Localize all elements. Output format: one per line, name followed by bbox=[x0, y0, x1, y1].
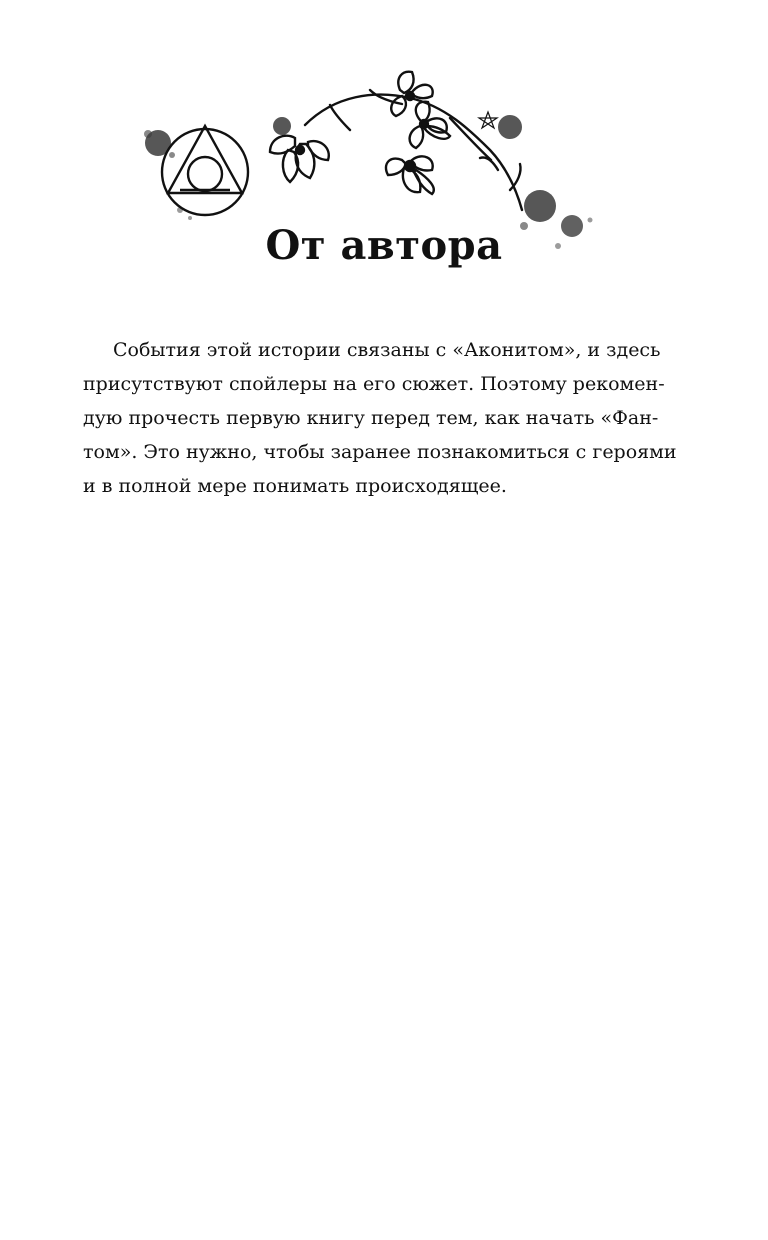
alchemy-circle-triangle-icon bbox=[162, 126, 248, 215]
paragraph-line: и в полной мере понимать происходящее. bbox=[83, 475, 507, 497]
paragraph-line: События этой истории связаны с «Аконитом», и здесь bbox=[113, 339, 661, 361]
paragraph-line: том». Это нужно, чтобы заранее познакомиться с героями bbox=[83, 441, 677, 463]
author-note-paragraph bbox=[83, 333, 677, 503]
paragraph-line: присутствуют спойлеры на его сюжет. Поэтому рекомен- bbox=[83, 373, 665, 395]
page-title: От автора bbox=[265, 222, 503, 269]
flower-branch-icon bbox=[270, 72, 522, 210]
pentagram-icon bbox=[479, 112, 497, 128]
paragraph-line: дую прочесть первую книгу перед тем, как начать «Фан- bbox=[83, 407, 659, 429]
